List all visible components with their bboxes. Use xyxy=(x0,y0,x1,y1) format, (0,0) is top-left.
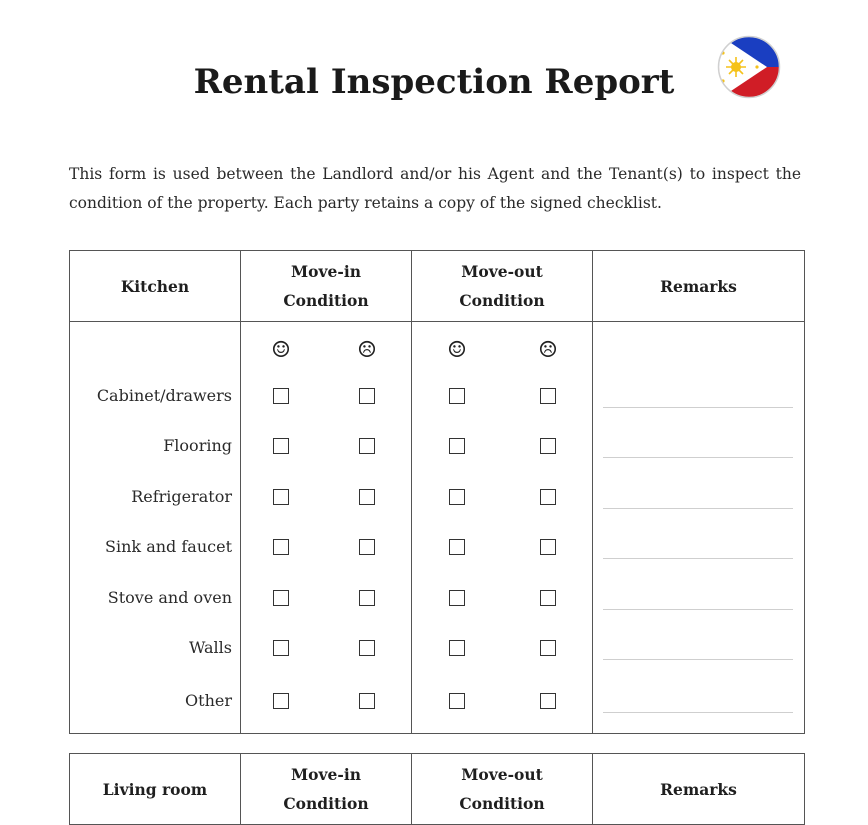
room-header: Living room xyxy=(70,754,241,825)
remarks-cell xyxy=(593,322,805,734)
item-label: Refrigerator xyxy=(131,487,232,506)
happy-face-icon: ☺ xyxy=(447,338,467,363)
living-room-table xyxy=(69,753,805,825)
moveout-bad-checkbox-other[interactable] xyxy=(540,693,556,709)
moveout-good-checkbox-flooring[interactable] xyxy=(449,438,465,454)
moveout-header xyxy=(412,754,593,825)
movein-bad-checkbox-flooring[interactable] xyxy=(359,438,375,454)
moveout-good-checkbox-cabinet-drawers[interactable] xyxy=(449,388,465,404)
remarks-line-other[interactable] xyxy=(603,712,793,713)
philippines-flag-icon xyxy=(717,35,781,99)
moveout-bad-checkbox-sink-and-faucet[interactable] xyxy=(540,539,556,555)
moveout-header-line1: Move-out xyxy=(461,765,543,784)
happy-face-icon: ☺ xyxy=(271,338,291,363)
moveout-good-checkbox-sink-and-faucet[interactable] xyxy=(449,539,465,555)
moveout-header-line2: Condition xyxy=(459,291,545,310)
movein-good-checkbox-other[interactable] xyxy=(273,693,289,709)
item-label: Cabinet/drawers xyxy=(96,386,232,405)
remarks-line-cabinet-drawers[interactable] xyxy=(603,407,793,408)
moveout-header-line1: Move-out xyxy=(461,262,543,281)
movein-good-checkbox-sink-and-faucet[interactable] xyxy=(273,539,289,555)
sad-face-icon: ☹ xyxy=(538,338,558,363)
movein-header-line1: Move-in xyxy=(291,262,361,281)
remarks-line-stove-and-oven[interactable] xyxy=(603,609,793,610)
moveout-good-checkbox-walls[interactable] xyxy=(449,640,465,656)
movein-header-line2: Condition xyxy=(283,291,369,310)
remarks-line-walls[interactable] xyxy=(603,659,793,660)
moveout-bad-checkbox-flooring[interactable] xyxy=(540,438,556,454)
moveout-header-line2: Condition xyxy=(459,794,545,813)
moveout-cell xyxy=(412,322,593,734)
room-header: Kitchen xyxy=(70,251,241,322)
item-label: Stove and oven xyxy=(107,588,232,607)
page-title: Rental Inspection Report xyxy=(193,62,675,102)
intro-paragraph: This form is used between the Landlord and/or his Agent and the Tenant(s) to inspect the condition of the property. Each party retains a copy of the signed checklist. xyxy=(69,165,801,212)
movein-header-line2: Condition xyxy=(283,794,369,813)
item-label: Sink and faucet xyxy=(105,537,232,556)
moveout-bad-checkbox-walls[interactable] xyxy=(540,640,556,656)
movein-good-checkbox-refrigerator[interactable] xyxy=(273,489,289,505)
remarks-line-sink-and-faucet[interactable] xyxy=(603,558,793,559)
movein-good-checkbox-stove-and-oven[interactable] xyxy=(273,590,289,606)
moveout-good-checkbox-other[interactable] xyxy=(449,693,465,709)
movein-bad-checkbox-other[interactable] xyxy=(359,693,375,709)
sad-face-icon: ☹ xyxy=(357,338,377,363)
movein-good-checkbox-cabinet-drawers[interactable] xyxy=(273,388,289,404)
item-label: Other xyxy=(185,691,232,710)
movein-bad-checkbox-walls[interactable] xyxy=(359,640,375,656)
movein-bad-checkbox-sink-and-faucet[interactable] xyxy=(359,539,375,555)
moveout-good-checkbox-stove-and-oven[interactable] xyxy=(449,590,465,606)
movein-header xyxy=(241,251,412,322)
moveout-good-checkbox-refrigerator[interactable] xyxy=(449,489,465,505)
moveout-bad-checkbox-refrigerator[interactable] xyxy=(540,489,556,505)
movein-bad-checkbox-refrigerator[interactable] xyxy=(359,489,375,505)
movein-header xyxy=(241,754,412,825)
movein-bad-checkbox-stove-and-oven[interactable] xyxy=(359,590,375,606)
moveout-bad-checkbox-cabinet-drawers[interactable] xyxy=(540,388,556,404)
remarks-line-flooring[interactable] xyxy=(603,457,793,458)
moveout-bad-checkbox-stove-and-oven[interactable] xyxy=(540,590,556,606)
movein-header-line1: Move-in xyxy=(291,765,361,784)
movein-good-checkbox-flooring[interactable] xyxy=(273,438,289,454)
remarks-header: Remarks xyxy=(593,251,805,322)
remarks-line-refrigerator[interactable] xyxy=(603,508,793,509)
item-labels-cell xyxy=(70,322,241,734)
movein-bad-checkbox-cabinet-drawers[interactable] xyxy=(359,388,375,404)
movein-cell xyxy=(241,322,412,734)
kitchen-table xyxy=(69,250,805,734)
item-label: Flooring xyxy=(163,436,232,455)
item-label: Walls xyxy=(188,638,232,657)
movein-good-checkbox-walls[interactable] xyxy=(273,640,289,656)
remarks-header: Remarks xyxy=(593,754,805,825)
moveout-header xyxy=(412,251,593,322)
